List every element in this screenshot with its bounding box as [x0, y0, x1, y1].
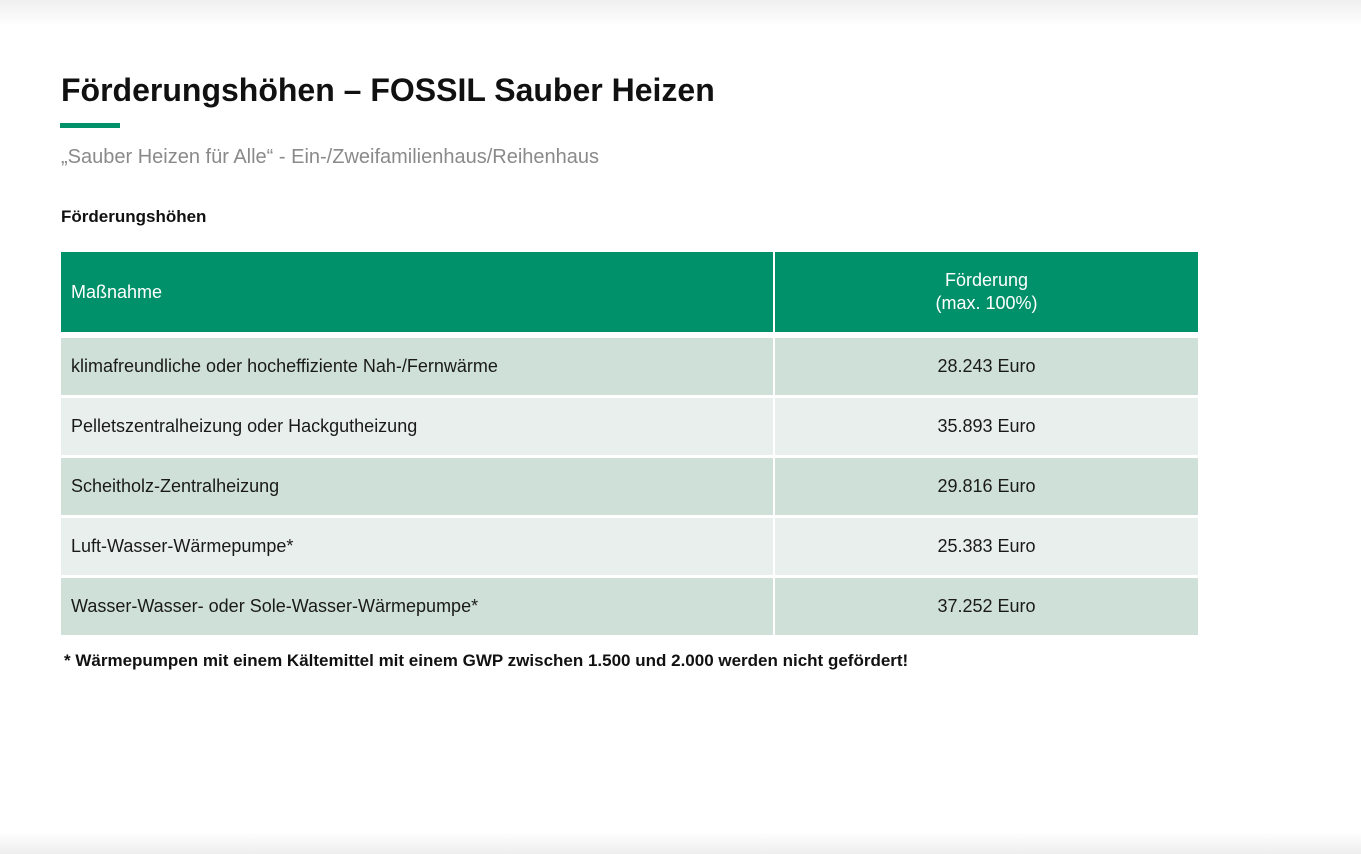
amount-cell: 37.252 Euro	[774, 577, 1198, 637]
column-header-amount-line1: Förderung	[944, 270, 1029, 290]
measure-cell: klimafreundliche oder hocheffiziente Nah-/Fernwärme	[61, 335, 774, 397]
measure-cell: Scheitholz-Zentralheizung	[61, 457, 774, 517]
table-row	[61, 397, 1198, 457]
measure-cell: Wasser-Wasser- oder Sole-Wasser-Wärmepumpe*	[61, 577, 774, 637]
column-header-amount-line2: (max. 100%)	[935, 293, 1038, 313]
amount-cell: 25.383 Euro	[774, 517, 1198, 577]
table-row	[61, 577, 1198, 637]
table-row	[61, 457, 1198, 517]
measure-cell: Luft-Wasser-Wärmepumpe*	[61, 517, 774, 577]
table-row	[61, 335, 1198, 397]
column-header-amount	[774, 252, 1198, 335]
page-title: Förderungshöhen – FOSSIL Sauber Heizen	[61, 72, 715, 108]
funding-table	[61, 252, 1198, 638]
table-row	[61, 517, 1198, 577]
amount-cell: 29.816 Euro	[774, 457, 1198, 517]
table-header-row	[61, 252, 1198, 335]
top-edge-shade	[0, 0, 1361, 26]
page-subtitle: „Sauber Heizen für Alle“ - Ein-/Zweifamilienhaus/Reihenhaus	[61, 146, 600, 168]
column-header-measure: Maßnahme	[61, 252, 774, 335]
section-heading: Förderungshöhen	[61, 207, 207, 226]
title-accent-bar	[60, 123, 120, 128]
bottom-edge-shade	[0, 832, 1361, 854]
amount-cell: 35.893 Euro	[774, 397, 1198, 457]
footnote: * Wärmepumpen mit einem Kältemittel mit einem GWP zwischen 1.500 und 2.000 werden nicht gefördert!	[64, 651, 909, 670]
measure-cell: Pelletszentralheizung oder Hackgutheizung	[61, 397, 774, 457]
amount-cell: 28.243 Euro	[774, 335, 1198, 397]
